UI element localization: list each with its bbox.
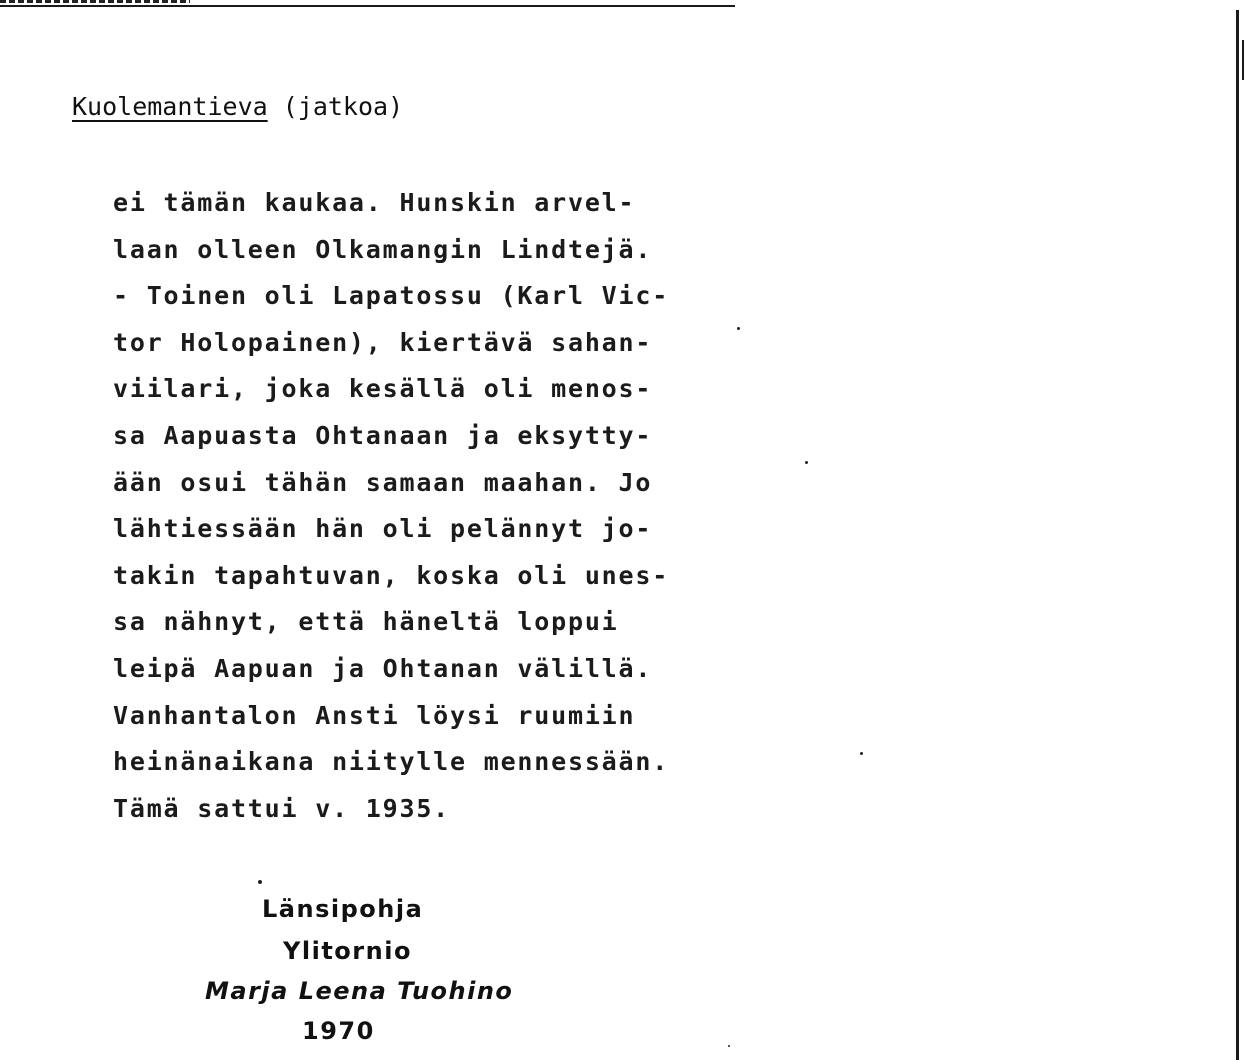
text-line: viilari, joka kesällä oli menos-	[113, 374, 653, 404]
text-line: Vanhantalon Ansti löysi ruumiin	[113, 700, 636, 730]
text-line: heinänaikana niitylle mennessään.	[113, 747, 670, 777]
heading-title: Kuolemantieva	[72, 92, 268, 121]
scan-speck	[258, 880, 262, 884]
text-line: tor Holopainen), kiertävä sahan-	[113, 327, 653, 357]
text-line: Tämä sattui v. 1935.	[113, 793, 451, 823]
signature-place: Ylitornio	[283, 937, 412, 965]
text-line: lähtiessään hän oli pelännyt jo-	[113, 514, 653, 544]
heading-suffix: (jatkoa)	[267, 92, 404, 121]
page-edge-line	[1236, 10, 1239, 1060]
text-line: ään osui tähän samaan maahan. Jo	[113, 467, 653, 497]
text-line: - Toinen oli Lapatossu (Karl Vic-	[113, 281, 670, 311]
scan-speck	[805, 461, 808, 464]
text-line: sa Aapuasta Ohtanaan ja eksytty-	[113, 420, 653, 450]
text-line: takin tapahtuvan, koska oli unes-	[113, 560, 670, 590]
signature-collector: Marja Leena Tuohino	[205, 977, 514, 1005]
scan-speck	[860, 752, 863, 755]
text-line: leipä Aapuan ja Ohtanan välillä.	[113, 653, 653, 683]
page-edge-mark	[1242, 40, 1244, 80]
story-text	[113, 183, 669, 835]
text-line: laan olleen Olkamangin Lindtejä.	[113, 234, 653, 264]
scan-speck	[728, 1045, 730, 1047]
text-line: sa nähnyt, että häneltä loppui	[113, 607, 619, 637]
signature-year: 1970	[302, 1017, 375, 1045]
page-heading	[72, 92, 403, 121]
text-line: ei tämän kaukaa. Hunskin arvel-	[113, 188, 636, 217]
signature-region: Länsipohja	[262, 895, 424, 923]
top-rule	[0, 0, 735, 7]
scan-speck	[737, 327, 740, 330]
